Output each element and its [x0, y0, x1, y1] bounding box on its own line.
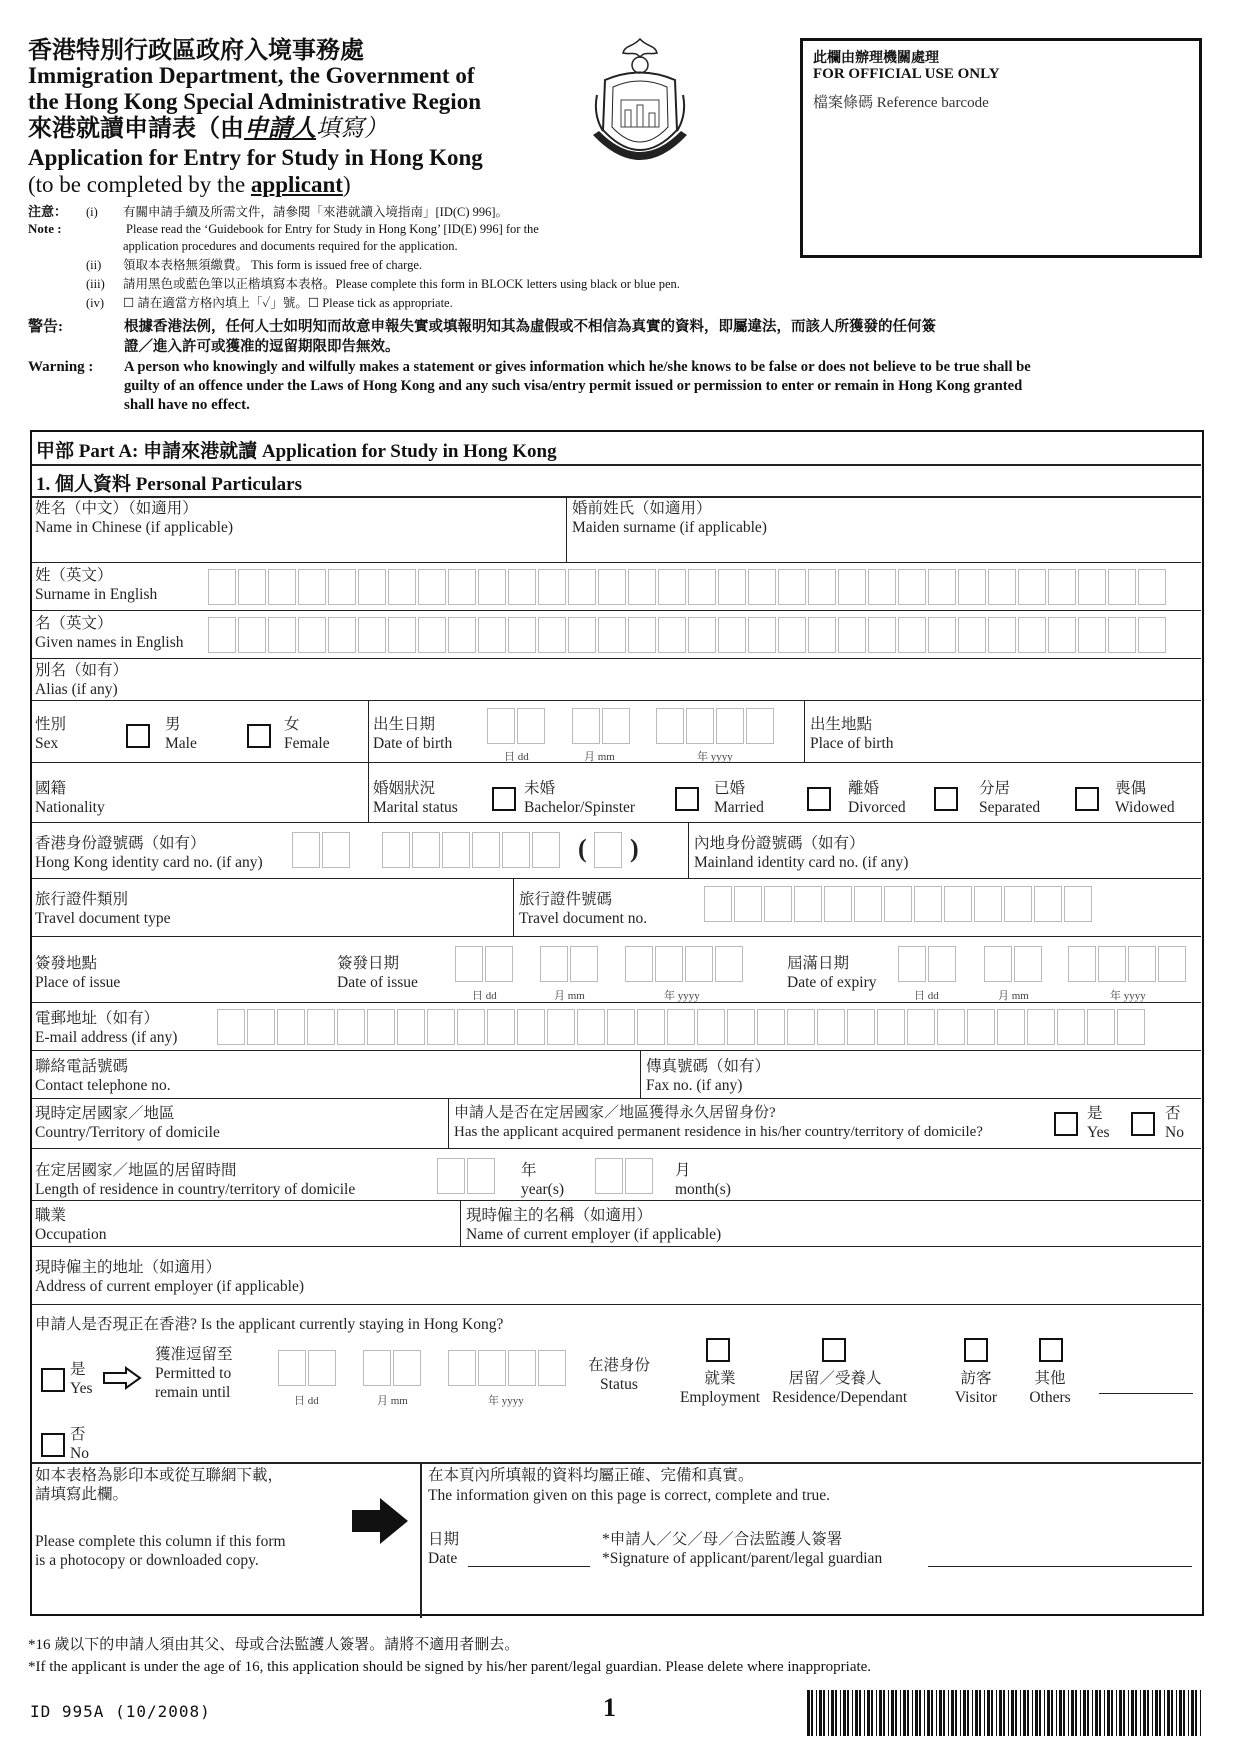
status-others-checkbox[interactable] — [1039, 1338, 1063, 1362]
date-of-issue-label: 簽發日期 Date of issue — [337, 955, 418, 991]
status-label: 在港身份 Status — [588, 1357, 651, 1393]
warning-zh-1: 根據香港法例，任何人士如明知而故意申報失實或填報明知其為虛假或不相信為真實的資料，即屬違法，而該人所獲發的任何簽 — [124, 319, 936, 335]
declaration-zh: 在本頁內所填報的資料均屬正確、完備和真實。 — [428, 1467, 754, 1484]
dob-mm-hint: 月 mm — [584, 751, 615, 763]
footnote-en: *If the applicant is under the age of 16, this application should be signed by his/her parent/legal guardian. Please delete where inappropriate. — [28, 1659, 872, 1675]
footnote-zh: *16 歲以下的申請人須由其父、母或合法監護人簽署。請將不適用者刪去。 — [28, 1637, 520, 1653]
marital-married-checkbox[interactable] — [675, 787, 699, 811]
dob-yyyy-input[interactable] — [656, 708, 776, 744]
surname-input[interactable] — [208, 569, 1168, 605]
dept-name-zh: 香港特別行政區政府入境事務處 — [28, 38, 364, 64]
place-of-issue-label: 簽發地點 Place of issue — [35, 955, 121, 991]
travel-doc-no-input[interactable] — [704, 886, 1094, 922]
hkid-check-paren-open: ( — [578, 834, 587, 863]
marital-bachelor-label: 未婚 Bachelor/Spinster — [524, 780, 636, 816]
occupation-label: 職業 Occupation — [35, 1207, 107, 1243]
signature-line[interactable] — [928, 1566, 1192, 1567]
dob-dd-input[interactable] — [487, 708, 547, 744]
status-others-label: 其他 Others — [1029, 1370, 1071, 1406]
staying-no-label: 否 No — [70, 1426, 89, 1462]
note-iv-num: (iv) — [86, 296, 105, 310]
note-ii: 領取本表格無須繳費。 This form is issued free of charge. — [123, 258, 423, 272]
form-code: ID 995A (10/2008) — [30, 1702, 211, 1721]
warning-zh-2: 證／進入許可或獲准的逗留期限即告無效。 — [124, 339, 400, 355]
permanent-residence-no-checkbox[interactable] — [1131, 1112, 1155, 1136]
issue-yyyy-input[interactable] — [625, 946, 745, 982]
staying-no-checkbox[interactable] — [41, 1433, 65, 1457]
telephone-label: 聯絡電話號碼 Contact telephone no. — [35, 1058, 171, 1094]
sex-male-checkbox[interactable] — [126, 724, 150, 748]
permitted-dd-input[interactable] — [278, 1350, 338, 1386]
mainland-id-label: 內地身份證號碼（如有） Mainland identity card no. (if any) — [694, 835, 909, 871]
issue-yyyy-hint: 年 yyyy — [664, 990, 700, 1002]
barcode-icon — [805, 1690, 1205, 1736]
email-input[interactable] — [217, 1009, 1147, 1045]
warning-en-1: A person who knowingly and wilfully makes a statement or gives information which he/she knows to be false or does not believe to be true shall be — [124, 359, 1031, 375]
marital-married-label: 已婚 Married — [714, 780, 764, 816]
arrow-right-icon — [102, 1366, 142, 1394]
signature-label: *申請人／父／母／合法監護人簽署 *Signature of applicant/parent/legal guardian — [602, 1531, 883, 1567]
permitted-yyyy-hint: 年 yyyy — [488, 1395, 524, 1407]
note-iv: ☐ 請在適當方格內填上「✓」號。☐ Please tick as appropriate. — [123, 296, 453, 310]
declaration-date-label: 日期 Date — [428, 1531, 460, 1567]
photocopy-note-zh: 如本表格為影印本或從互聯網下載， 請填寫此欄。 — [35, 1467, 284, 1503]
given-names-label: 名（英文） Given names in English — [35, 615, 184, 651]
sex-male-label: 男 Male — [165, 716, 197, 752]
length-of-residence-label: 在定居國家／地區的居留時間 Length of residence in country/territory of domicile — [35, 1162, 356, 1198]
domicile-label: 現時定居國家／地區 Country/Territory of domicile — [35, 1105, 220, 1141]
permanent-residence-label: 申請人是否在定居國家／地區獲得永久居留身份? Has the applicant acquired permanent residence in his/her country/territory of domicile? — [454, 1105, 983, 1140]
marital-separated-checkbox[interactable] — [934, 787, 958, 811]
status-residence-label: 居留／受養人 Residence/Dependant — [772, 1370, 908, 1406]
alias-label: 別名（如有） Alias (if any) — [35, 662, 129, 698]
staying-yes-checkbox[interactable] — [41, 1368, 65, 1392]
name-zh-label: 姓名（中文）（如適用） Name in Chinese (if applicable) — [35, 500, 233, 536]
permitted-yyyy-input[interactable] — [448, 1350, 568, 1386]
status-employment-checkbox[interactable] — [706, 1338, 730, 1362]
expiry-mm-input[interactable] — [984, 946, 1044, 982]
reference-barcode-label: 檔案條碼 Reference barcode — [813, 95, 989, 111]
years-label: 年 year(s) — [521, 1162, 565, 1198]
residence-years-input[interactable] — [437, 1158, 497, 1194]
note-iii: 請用黑色或藍色筆以正楷填寫本表格。Please complete this form in BLOCK letters using black or blue pen. — [123, 277, 680, 291]
surname-label: 姓（英文） Surname in English — [35, 567, 158, 603]
marital-label: 婚姻狀況 Marital status — [373, 780, 458, 816]
note-label-en: Note : — [28, 221, 62, 236]
hkid-check-digit-input[interactable] — [594, 832, 624, 868]
issue-mm-hint: 月 mm — [554, 990, 585, 1002]
warning-en-3: shall have no effect. — [124, 397, 250, 413]
photocopy-note-en: Please complete this column if this form is a photocopy or downloaded copy. — [35, 1533, 286, 1569]
note-i-en-1: Please read the ‘Guidebook for Entry for Study in Hong Kong’ [ID(E) 996] for the — [126, 222, 539, 236]
dob-dd-hint: 日 dd — [504, 751, 529, 763]
status-others-specify-line[interactable] — [1099, 1393, 1193, 1394]
hk-immigration-crest-icon — [585, 35, 695, 175]
permanent-residence-yes-checkbox[interactable] — [1054, 1112, 1078, 1136]
marital-divorced-checkbox[interactable] — [807, 787, 831, 811]
status-visitor-label: 訪客 Visitor — [954, 1370, 998, 1406]
months-label: 月 month(s) — [675, 1162, 731, 1198]
marital-widowed-label: 喪偶 Widowed — [1115, 780, 1175, 816]
official-use-box — [800, 38, 1202, 258]
permanent-residence-yes-label: 是 Yes — [1087, 1105, 1110, 1141]
date-of-expiry-label: 屆滿日期 Date of expiry — [787, 955, 877, 991]
warning-label-en: Warning : — [28, 359, 94, 375]
sex-label: 性別 Sex — [35, 716, 67, 752]
form-title-zh: 來港就讀申請表（由申請人填寫） — [28, 116, 388, 142]
part-a-form — [30, 430, 1204, 1616]
employer-address-label: 現時僱主的地址（如適用） Address of current employer (if applicable) — [35, 1259, 304, 1295]
status-employment-label: 就業 Employment — [679, 1370, 761, 1406]
dob-yyyy-hint: 年 yyyy — [697, 751, 733, 763]
issue-mm-input[interactable] — [540, 946, 600, 982]
hkid-label: 香港身份證號碼（如有） Hong Kong identity card no. (if any) — [35, 835, 263, 871]
marital-divorced-label: 離婚 Divorced — [848, 780, 906, 816]
form-title-en: Application for Entry for Study in Hong Kong — [28, 145, 483, 170]
note-i-en-2: application procedures and documents required for the application. — [123, 239, 458, 253]
sex-female-label: 女 Female — [284, 716, 330, 752]
permitted-mm-hint: 月 mm — [377, 1395, 408, 1407]
hkid-prefix-input[interactable] — [292, 832, 352, 868]
hkid-digits-input[interactable] — [382, 832, 562, 868]
page-number: 1 — [603, 1693, 616, 1722]
official-title-en: FOR OFFICIAL USE ONLY — [813, 66, 1000, 82]
issue-dd-hint: 日 dd — [472, 990, 497, 1002]
arrow-right-solid-icon — [350, 1496, 410, 1550]
section-1-heading: 1. 個人資料 Personal Particulars — [36, 474, 302, 495]
pob-label: 出生地點 Place of birth — [810, 716, 894, 752]
marital-bachelor-checkbox[interactable] — [492, 787, 516, 811]
official-title-zh: 此欄由辦理機關處理 — [813, 50, 939, 66]
dob-mm-input[interactable] — [572, 708, 632, 744]
permitted-mm-input[interactable] — [363, 1350, 423, 1386]
part-a-heading: 甲部 Part A: 申請來港就讀 Application for Study in Hong Kong — [36, 441, 557, 462]
employer-name-label: 現時僱主的名稱（如適用） Name of current employer (if applicable) — [466, 1207, 722, 1243]
sex-female-checkbox[interactable] — [247, 724, 271, 748]
note-iii-num: (iii) — [86, 277, 105, 291]
status-residence-checkbox[interactable] — [822, 1338, 846, 1362]
hkid-check-paren-close: ) — [630, 834, 639, 863]
travel-doc-no-label: 旅行證件號碼 Travel document no. — [519, 891, 648, 927]
declaration-date-line[interactable] — [468, 1566, 590, 1567]
form-subtitle: (to be completed by the applicant) — [28, 172, 351, 197]
residence-months-input[interactable] — [595, 1158, 655, 1194]
note-i-num: (i) — [86, 205, 98, 219]
marital-widowed-checkbox[interactable] — [1075, 787, 1099, 811]
note-ii-num: (ii) — [86, 258, 102, 272]
expiry-dd-input[interactable] — [898, 946, 958, 982]
warning-label-zh: 警告: — [28, 319, 63, 335]
fax-label: 傳真號碼（如有） Fax no. (if any) — [646, 1058, 771, 1094]
staying-yes-label: 是 Yes — [70, 1361, 93, 1397]
dept-name-en-1: Immigration Department, the Government of — [28, 63, 475, 88]
travel-doc-type-label: 旅行證件類別 Travel document type — [35, 891, 171, 927]
dept-name-en-2: the Hong Kong Special Administrative Region — [28, 89, 481, 114]
dob-label: 出生日期 Date of birth — [373, 716, 453, 752]
expiry-yyyy-hint: 年 yyyy — [1110, 990, 1146, 1002]
maiden-label: 婚前姓氏（如適用） Maiden surname (if applicable) — [572, 500, 767, 536]
marital-separated-label: 分居 Separated — [979, 780, 1041, 816]
email-label: 電郵地址（如有） E-mail address (if any) — [35, 1010, 178, 1046]
given-names-input[interactable] — [208, 617, 1168, 653]
expiry-yyyy-input[interactable] — [1068, 946, 1188, 982]
status-visitor-checkbox[interactable] — [964, 1338, 988, 1362]
nationality-label: 國籍 Nationality — [35, 780, 105, 816]
warning-en-2: guilty of an offence under the Laws of Hong Kong and any such visa/entry permit issued or permission to enter or remain in Hong Kong granted — [124, 378, 1023, 394]
expiry-mm-hint: 月 mm — [998, 990, 1029, 1002]
note-i-zh: 有關申請手續及所需文件，請參閱「來港就讀入境指南」[ID(C) 996]。 — [123, 205, 509, 219]
note-label-zh: 注意： — [28, 204, 68, 219]
declaration-en: The information given on this page is correct, complete and true. — [428, 1487, 831, 1504]
permitted-until-label: 獲准逗留至 Permitted to remain until — [155, 1346, 233, 1401]
permitted-dd-hint: 日 dd — [294, 1395, 319, 1407]
expiry-dd-hint: 日 dd — [914, 990, 939, 1002]
staying-in-hk-question: 申請人是否現正在香港? Is the applicant currently staying in Hong Kong? — [35, 1316, 504, 1333]
permanent-residence-no-label: 否 No — [1165, 1105, 1184, 1141]
issue-dd-input[interactable] — [455, 946, 515, 982]
